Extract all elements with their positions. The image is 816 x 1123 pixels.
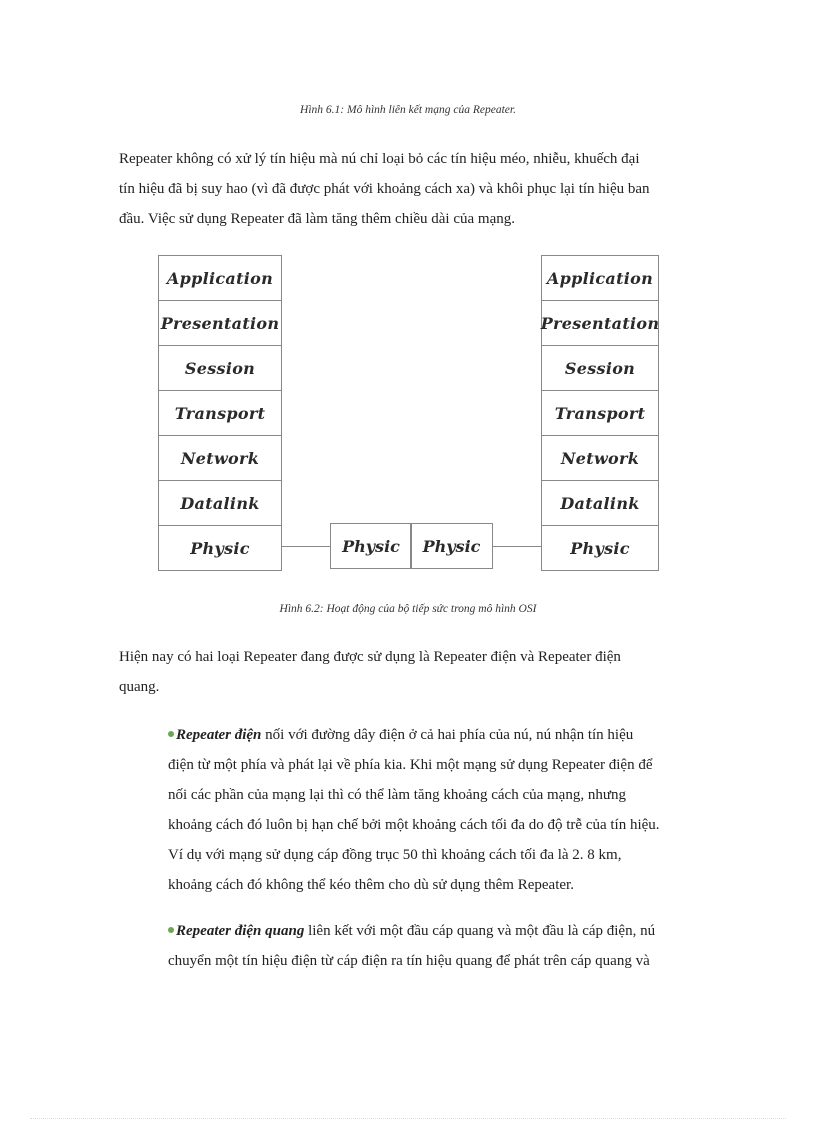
bullet1-line-2: điện từ một phía và phát lại về phía kia. Khi một mạng sử dụng Repeater điện để — [168, 757, 653, 773]
bullet2-lead: Repeater điện quang — [176, 923, 305, 939]
bullet1-first-line-rest: nối với đường dây điện ở cả hai phía của nú, nú nhận tín hiệu — [261, 727, 634, 743]
osi-right-layer-session: Session — [542, 346, 658, 391]
types-line-1: Hiện nay có hai loại Repeater đang được sử dụng là Repeater điện và Repeater điện — [119, 649, 621, 665]
bullet1-line-5: Ví dụ với mạng sử dụng cáp đồng trục 50 thì khoảng cách tối đa là 2. 8 km, — [168, 847, 622, 863]
osi-left-layer-presentation: Presentation — [159, 301, 281, 346]
osi-right-layer-application: Application — [542, 256, 658, 301]
osi-right-layer-transport: Transport — [542, 391, 658, 436]
bullet1-lead: Repeater điện — [176, 727, 262, 743]
bullet-repeater-dien — [168, 720, 688, 900]
osi-left-layer-session: Session — [159, 346, 281, 391]
types-line-2: quang. — [119, 679, 160, 695]
osi-left-layer-physic: Physic — [159, 526, 281, 571]
osi-left-stack — [158, 255, 282, 571]
intro-line-1: Repeater không có xử lý tín hiệu mà nú chỉ loại bỏ các tín hiệu méo, nhiễu, khuếch đại — [119, 151, 640, 167]
bullet2-first-line — [168, 916, 685, 946]
osi-left-layer-datalink: Datalink — [159, 481, 281, 526]
osi-right-layer-physic: Physic — [542, 526, 658, 571]
osi-left-layer-application: Application — [159, 256, 281, 301]
intro-line-2: tín hiệu đã bị suy hao (vì đã được phát với khoảng cách xa) và khôi phục lại tín hiệu ban — [119, 181, 650, 197]
link-line-right — [493, 546, 541, 547]
bullet2-first-line-rest: liên kết với một đầu cáp quang và một đầu là cáp điện, nú — [304, 923, 656, 939]
bullet-dot-icon — [168, 731, 174, 737]
bullet1-first-line — [168, 720, 688, 750]
intro-line-3: đầu. Việc sử dụng Repeater đã làm tăng thêm chiều dài của mạng. — [119, 211, 515, 227]
figure-6-1-caption: Hình 6.1: Mô hình liên kết mạng của Repeater. — [300, 104, 516, 116]
bullet1-line-6: khoảng cách đó không thể kéo thêm cho dù sử dụng thêm Repeater. — [168, 877, 574, 893]
repeater-physic-left: Physic — [330, 523, 412, 569]
bullet-dot-icon — [168, 927, 174, 933]
bullet1-line-4: khoảng cách đó luôn bị hạn chế bởi một khoảng cách tối đa do độ trễ của tín hiệu. — [168, 817, 660, 833]
osi-left-layer-network: Network — [159, 436, 281, 481]
bullet1-line-3: nối các phần của mạng lại thì có thể làm tăng khoảng cách của mạng, nhưng — [168, 787, 626, 803]
osi-right-layer-presentation: Presentation — [542, 301, 658, 346]
osi-left-layer-transport: Transport — [159, 391, 281, 436]
types-paragraph — [119, 642, 655, 702]
link-line-left — [281, 546, 330, 547]
osi-right-layer-network: Network — [542, 436, 658, 481]
intro-paragraph — [119, 144, 685, 234]
bullet-repeater-dien-quang — [168, 916, 685, 976]
osi-right-stack — [541, 255, 659, 571]
bullet2-line-2: chuyển một tín hiệu điện từ cáp điện ra tín hiệu quang để phát trên cáp quang và — [168, 953, 650, 969]
osi-right-layer-datalink: Datalink — [542, 481, 658, 526]
repeater-physic-right: Physic — [410, 523, 493, 569]
figure-6-2-caption: Hình 6.2: Hoạt động của bộ tiếp sức trong mô hình OSI — [279, 603, 537, 615]
page-bottom-rule — [30, 1118, 786, 1119]
